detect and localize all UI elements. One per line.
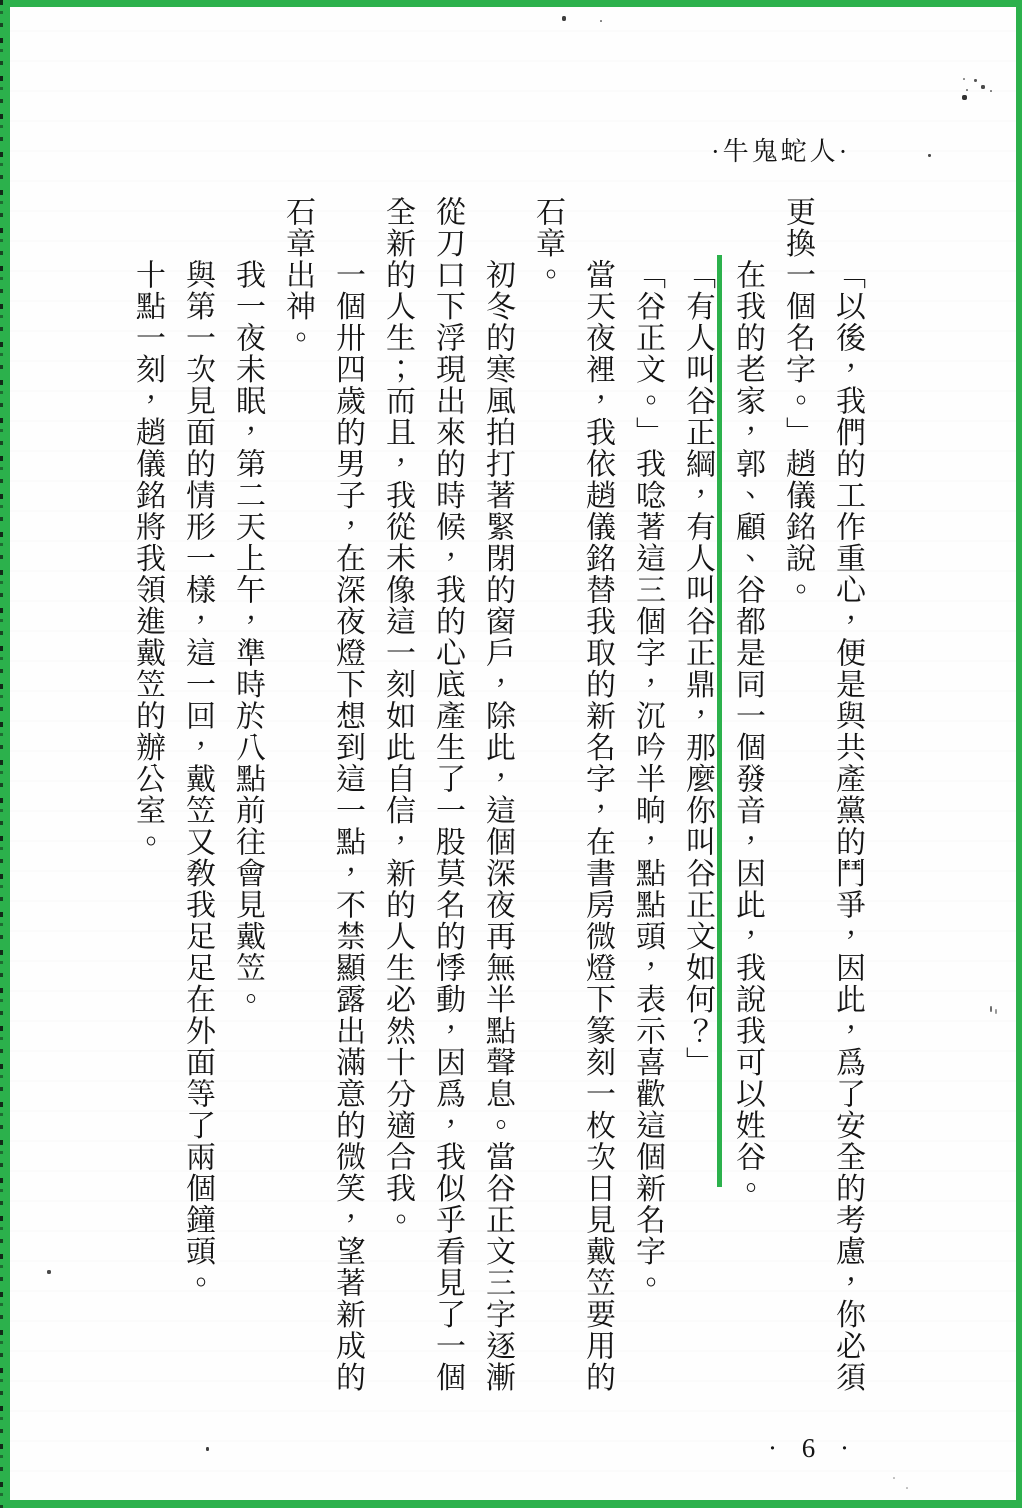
scan-speck [963, 78, 965, 80]
scan-speck [990, 1006, 992, 1012]
text-column: 一個卅四歲的男子，在深夜燈下想到這一點，不禁顯露出滿意的微笑，望著新成的 [331, 259, 364, 1393]
scan-speck [600, 20, 602, 22]
text-column: 「谷正文。」我唸著這三個字，沉吟半晌，點點頭，表示喜歡這個新名字。 [631, 259, 664, 1299]
scan-speck [981, 85, 985, 89]
text-column: 「以後，我們的工作重心，便是與共產黨的鬥爭，因此，爲了安全的考慮，你必須 [831, 259, 864, 1393]
page-border-top [0, 0, 1022, 7]
text-column: 與第一次見面的情形一樣，這一回，戴笠又敎我足足在外面等了兩個鐘頭。 [181, 259, 214, 1299]
scan-speck [974, 79, 977, 82]
scan-speck [962, 95, 967, 100]
scan-speck [995, 1009, 997, 1014]
scan-speck [928, 154, 931, 157]
page-border-bottom [0, 1500, 1022, 1508]
text-column: 我一夜未眠，第二天上午，準時於八點前往會見戴笠。 [231, 259, 264, 1015]
text-columns [122, 196, 872, 1400]
text-column: 從刀口下浮現出來的時候，我的心底產生了一股莫名的悸動，因爲，我似乎看見了一個 [431, 196, 464, 1393]
text-column: 石章出神。 [281, 196, 314, 354]
running-header: ·牛鬼蛇人· [711, 137, 851, 166]
scan-noise-strip [0, 0, 3, 1508]
scan-speck [47, 1270, 51, 1274]
text-column-emphasized: 在我的老家，郭、顧、谷都是同一個發音，因此，我說我可以姓谷。 [722, 196, 772, 1400]
text-column: 十點一刻，趙儀銘將我領進戴笠的辦公室。 [131, 259, 164, 858]
scan-speck [893, 1477, 895, 1479]
text-column: 「有人叫谷正綱，有人叫谷正鼎，那麼你叫谷正文如何？」 [681, 259, 714, 1078]
text-column: 全新的人生；而且，我從未像這一刻如此自信，新的人生必然十分適合我。 [381, 196, 414, 1236]
text-column: 初冬的寒風拍打著緊閉的窗戶，除此，這個深夜再無半點聲息。當谷正文三字逐漸 [481, 259, 514, 1393]
scan-speck [562, 16, 566, 21]
scan-speck [906, 1487, 908, 1489]
page-number: · 6 · [768, 1433, 858, 1463]
text-column: 石章。 [531, 196, 564, 291]
text-column: 更換一個名字。」趙儀銘說。 [781, 196, 814, 606]
scan-speck [206, 1447, 209, 1451]
page-border-right [1016, 0, 1022, 1508]
text-column: 當天夜裡，我依趙儀銘替我取的新名字，在書房微燈下篆刻一枚次日見戴笠要用的 [581, 259, 614, 1393]
scan-speck [966, 89, 968, 91]
scan-speck [990, 90, 992, 92]
